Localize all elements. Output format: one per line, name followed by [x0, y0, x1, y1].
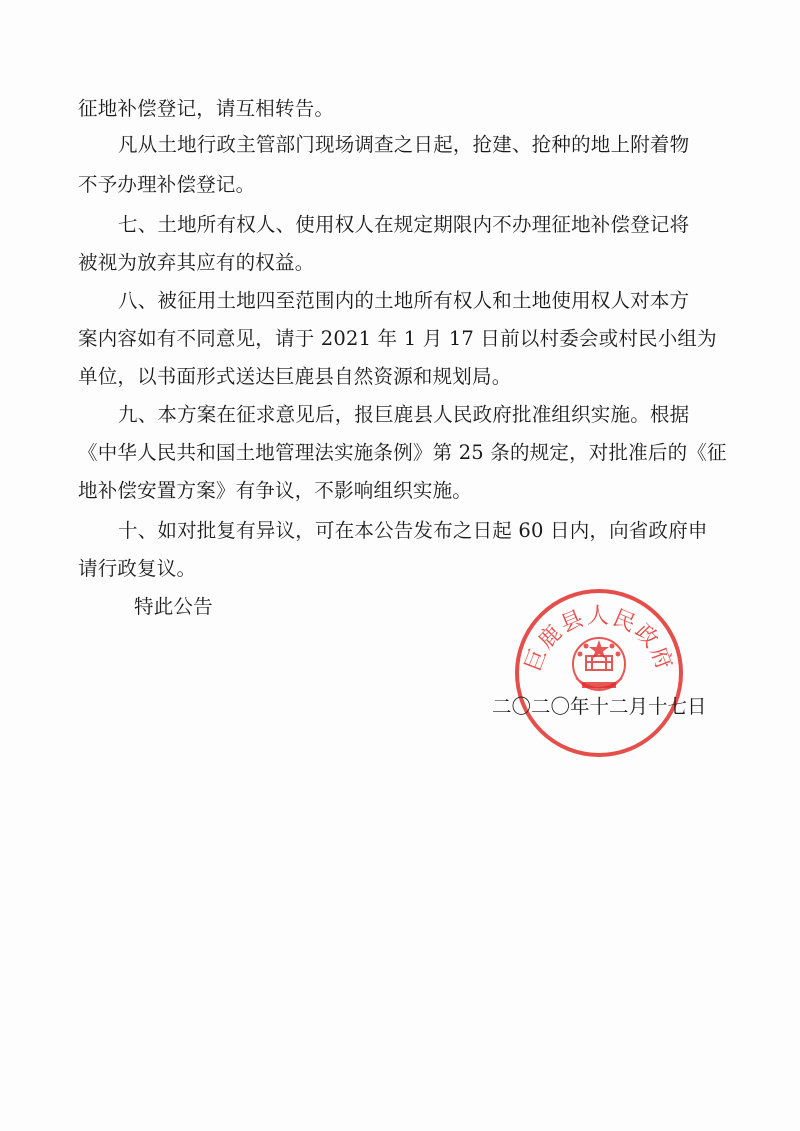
- text-line: 被视为放弃其应有的权益。: [78, 251, 315, 274]
- text-line: 七、土地所有权人、使用权人在规定期限内不办理征地补偿登记将: [118, 213, 690, 236]
- text-line: 请行政复议。: [78, 557, 197, 580]
- text-line: 八、被征用土地四至范围内的土地所有权人和土地使用权人对本方: [118, 289, 690, 312]
- seal-text: 巨鹿县人民政府: [520, 604, 678, 675]
- text-line: 征地补偿登记，请互相转告。: [78, 97, 335, 120]
- text-line: 地补偿安置方案》有争议，不影响组织实施。: [78, 479, 473, 502]
- official-seal-icon: [512, 586, 686, 760]
- text-line: 凡从土地行政主管部门现场调查之日起，抢建、抢种的地上附着物: [118, 133, 690, 156]
- text-line: 《中华人民共和国土地管理法实施条例》第 25 条的规定，对批准后的《征: [78, 441, 727, 464]
- svg-text:巨鹿县人民政府: [521, 604, 677, 675]
- document-date: 二〇二〇年十二月十七日: [492, 695, 707, 718]
- closing-text: 特此公告: [134, 595, 213, 618]
- text-line: 案内容如有不同意见，请于 2021 年 1 月 17 日前以村委会或村民小组为: [78, 327, 717, 350]
- text-line: 单位，以书面形式送达巨鹿县自然资源和规划局。: [78, 365, 512, 388]
- text-line: 不予办理补偿登记。: [78, 173, 256, 196]
- text-line: 十、如对批复有异议，可在本公告发布之日起 60 日内，向省政府申: [118, 519, 708, 542]
- text-line: 九、本方案在征求意见后，报巨鹿县人民政府批准组织实施。根据: [118, 403, 690, 426]
